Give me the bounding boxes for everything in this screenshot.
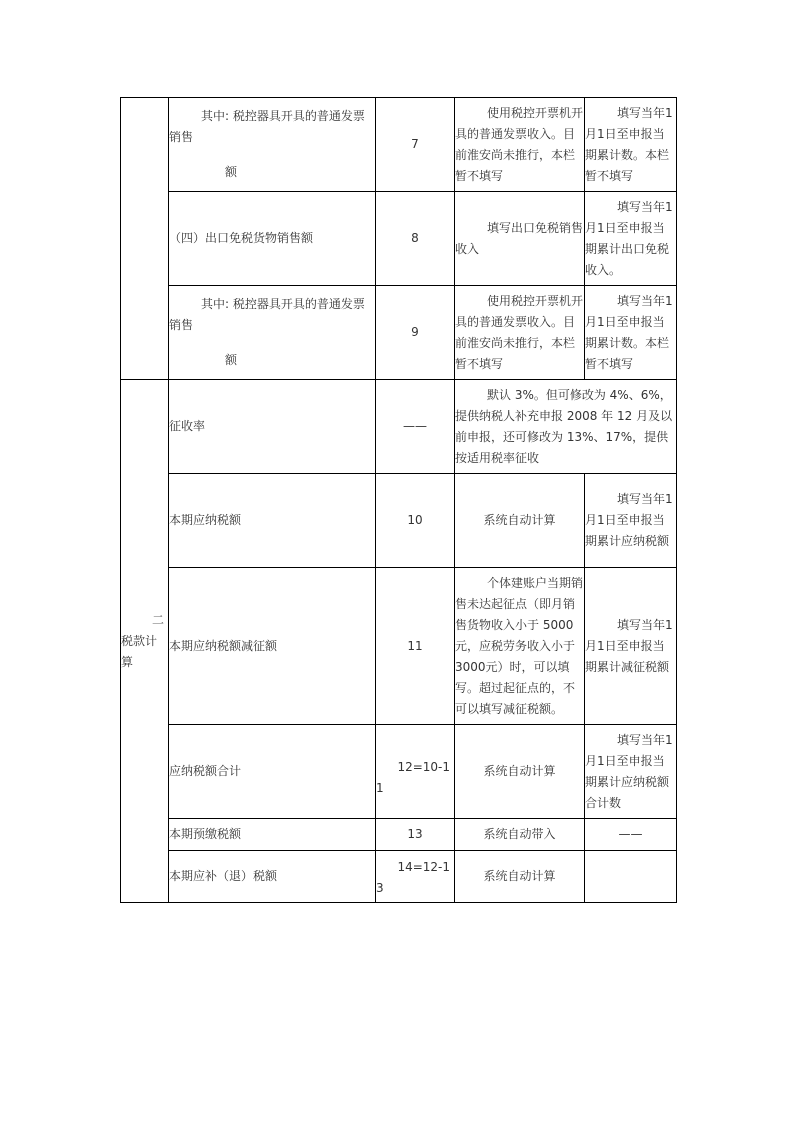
description-text: 个体建账户当期销售未达起征点（即月销售货物收入小于 5000元，应税劳务收入小于 3000元）时，可以填写。超过起征点的，不可以填写减征税额。	[455, 575, 584, 716]
line-number-cell	[376, 851, 455, 903]
item-label: 本期应补（退）税额	[169, 851, 376, 903]
item-label-tail: 额	[225, 165, 238, 179]
item-cell	[169, 286, 376, 380]
line-number-cell	[376, 725, 455, 819]
note-cell	[585, 192, 677, 286]
note-text: 填写当年1月1日至申报当期累计应纳税额	[585, 492, 673, 548]
table-row	[121, 568, 677, 725]
note-cell	[585, 98, 677, 192]
note-cell	[585, 725, 677, 819]
item-label: 其中: 税控器具开具的普通发票销售	[169, 297, 365, 332]
note-cell	[585, 474, 677, 568]
description-text: 系统自动带入	[455, 819, 585, 851]
item-label-tail: 额	[225, 353, 238, 367]
section-one-cell	[121, 98, 169, 380]
section-two-number: 二	[151, 612, 164, 627]
line-number: 9	[376, 286, 455, 380]
line-number: 11	[376, 568, 455, 725]
line-formula: 12=10-1	[397, 759, 450, 774]
line-number: 13	[376, 819, 455, 851]
table-row	[121, 725, 677, 819]
description-text: 系统自动计算	[455, 725, 585, 819]
tax-form-table	[120, 97, 677, 903]
item-label: （四）出口免税货物销售额	[169, 192, 376, 286]
description-cell	[455, 286, 585, 380]
note-cell	[585, 568, 677, 725]
note-text: 填写当年1月1日至申报当期累计数。本栏暂不填写	[585, 105, 673, 183]
line-formula-tail: 1	[376, 780, 384, 795]
line-formula: 14=12-1	[397, 859, 450, 874]
description-text: 系统自动计算	[455, 474, 585, 568]
item-label: 应纳税额合计	[169, 725, 376, 819]
item-label: 本期应纳税额减征额	[169, 568, 376, 725]
note-text: 填写当年1月1日至申报当期累计减征税额	[585, 617, 673, 674]
description-cell	[455, 98, 585, 192]
description-cell	[455, 568, 585, 725]
section-two-cell	[121, 380, 169, 903]
item-label: 本期应纳税额	[169, 474, 376, 568]
description-cell	[455, 192, 585, 286]
note-text: ——	[585, 819, 677, 851]
table-row	[121, 286, 677, 380]
description-text: 使用税控开票机开具的普通发票收入。目前淮安尚未推行，本栏暂不填写	[455, 293, 584, 371]
line-number: ——	[376, 380, 455, 474]
table-row	[121, 819, 677, 851]
table-row	[121, 474, 677, 568]
note-text: 填写当年1月1日至申报当期累计出口免税收入。	[585, 199, 673, 277]
note-cell	[585, 286, 677, 380]
table-row	[121, 192, 677, 286]
note-text: 填写当年1月1日至申报当期累计数。本栏暂不填写	[585, 293, 673, 371]
description-text: 默认 3%。但可修改为 4%、6%，提供纳税人补充申报 2008 年 12 月及以前申报，还可修改为 13%、17%，提供按适用税率征收	[455, 387, 673, 465]
line-formula-tail: 3	[376, 880, 384, 895]
item-label: 征收率	[169, 380, 376, 474]
item-cell	[169, 98, 376, 192]
line-number: 10	[376, 474, 455, 568]
table-row	[121, 851, 677, 903]
item-label: 其中: 税控器具开具的普通发票销售	[169, 109, 365, 144]
note-cell	[585, 851, 677, 903]
note-text: 填写当年1月1日至申报当期累计应纳税额合计数	[585, 732, 673, 810]
description-cell	[455, 380, 677, 474]
line-number: 8	[376, 192, 455, 286]
description-text: 系统自动计算	[455, 851, 585, 903]
section-two-label: 税款计算	[121, 633, 158, 669]
table-row	[121, 98, 677, 192]
description-text: 填写出口免税销售收入	[455, 220, 584, 256]
description-text: 使用税控开票机开具的普通发票收入。目前淮安尚未推行，本栏暂不填写	[455, 105, 584, 183]
table-row	[121, 380, 677, 474]
item-label: 本期预缴税额	[169, 819, 376, 851]
line-number: 7	[376, 98, 455, 192]
